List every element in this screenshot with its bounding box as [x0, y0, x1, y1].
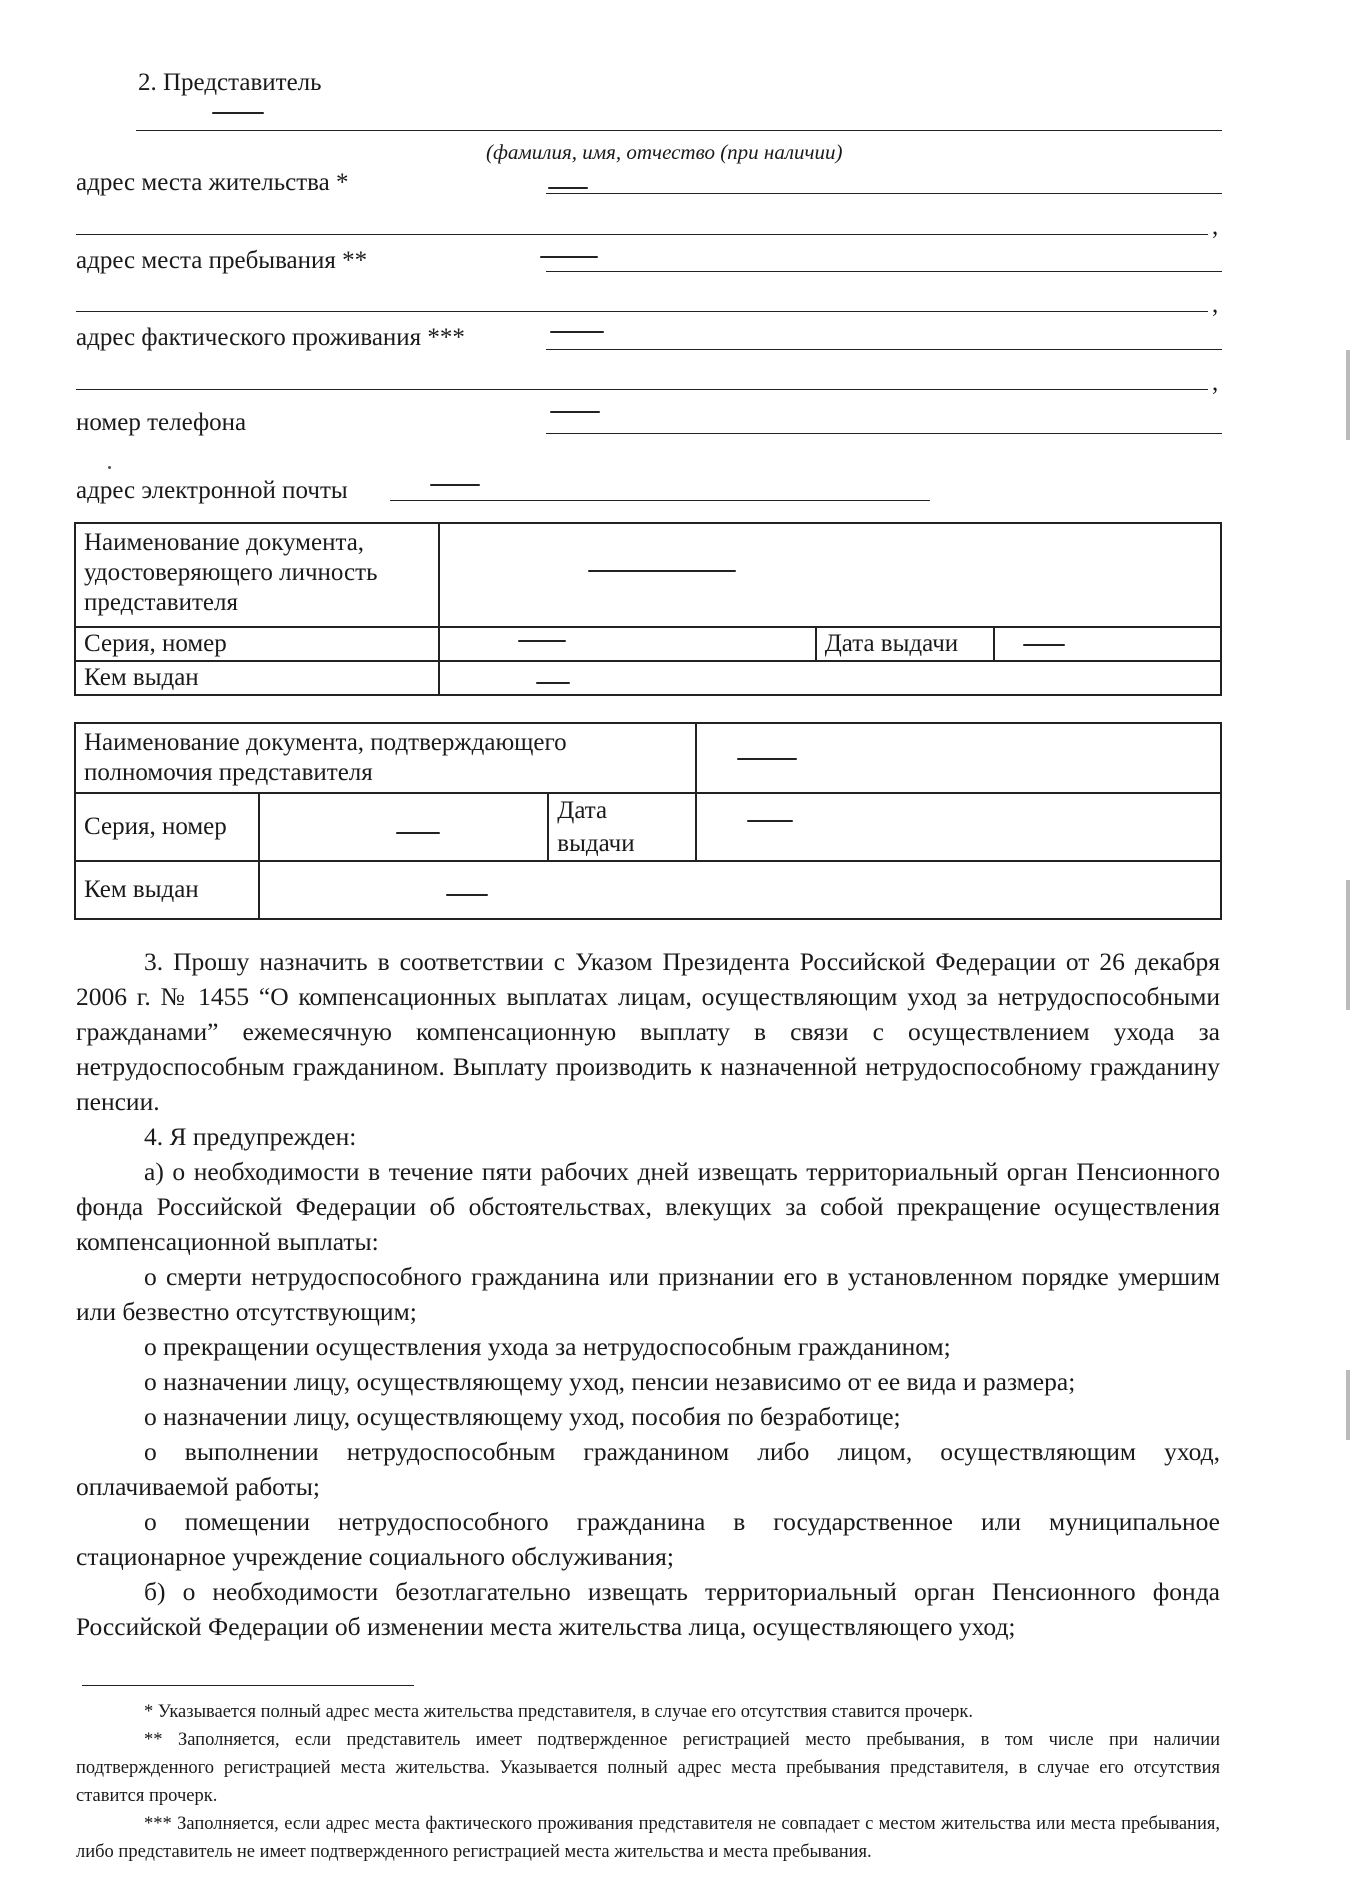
- handwritten-dash: [430, 484, 480, 486]
- handwritten-dash: [550, 331, 604, 333]
- id-series-label: Серия, номер: [75, 627, 439, 661]
- footnote-2: ** Заполняется, если представитель имеет подтвержденное регистрацией место пребывания, в том числе при наличии подтвержденного регистрацией места жительства. Указывается полный адрес места пребывания представителя, в случае его отсутствия ставится прочерк.: [76, 1730, 1220, 1806]
- auth-issue-date-label: Дата выдачи: [548, 793, 696, 861]
- handwritten-dash: [737, 758, 797, 760]
- scan-speck: [108, 466, 111, 469]
- id-doc-name-label: Наименование документа, удостоверяющего личность представителя: [75, 523, 439, 627]
- handwritten-dash: [396, 832, 440, 834]
- list-item: о помещении нетрудоспособного гражданина в государственное или муниципальное стационарное учреждение социального обслуживания;: [76, 1507, 1220, 1571]
- auth-series-label: Серия, номер: [75, 793, 259, 861]
- comma: ,: [1212, 213, 1219, 240]
- actual-address-line-2[interactable]: [76, 389, 1208, 390]
- actual-address-label: адрес фактического проживания ***: [76, 324, 465, 351]
- handwritten-dash: [536, 682, 570, 684]
- id-issued-by-value[interactable]: [439, 661, 1221, 695]
- auth-series-value[interactable]: [259, 793, 548, 861]
- id-issued-by-label: Кем выдан: [75, 661, 439, 695]
- actual-address-line[interactable]: [546, 349, 1222, 350]
- authority-document-table: [74, 722, 1222, 920]
- auth-doc-name-value[interactable]: [696, 723, 1221, 793]
- section-heading: 2. Представитель: [138, 69, 322, 96]
- stay-address-line[interactable]: [546, 271, 1222, 272]
- identity-document-table: [74, 522, 1222, 696]
- fio-line[interactable]: [136, 130, 1222, 131]
- email-line[interactable]: [390, 500, 930, 501]
- list-item: о назначении лицу, осуществляющему уход, пособия по безработице;: [144, 1402, 901, 1431]
- paragraph-4b: б) о необходимости безотлагательно извещать территориальный орган Пенсионного фонда Российской Федерации об изменении места жительства лица, осуществляющего уход;: [76, 1577, 1220, 1641]
- id-series-value[interactable]: [439, 627, 816, 661]
- id-issue-date-value[interactable]: [994, 627, 1222, 661]
- handwritten-dash: [548, 187, 588, 189]
- scan-edge-mark: [1346, 350, 1350, 440]
- paragraph-3: 3. Прошу назначить в соответствии с Указом Президента Российской Федерации от 26 декабря 2006 г. № 1455 “О компенсационных выплатах лицам, осуществляющим уход за нетрудоспособными гражданами” ежемесячную компенсационную выплату в связи с осуществлением ухода за нетрудоспособным гражданином. Выплату производить к назначенной нетрудоспособному гражданину пенсии.: [76, 947, 1220, 1116]
- fio-hint: (фамилия, имя, отчество (при наличии): [486, 140, 843, 164]
- list-item: о выполнении нетрудоспособным гражданином либо лицом, осуществляющим уход, оплачиваемой работы;: [76, 1437, 1220, 1501]
- auth-issued-by-label: Кем выдан: [75, 861, 259, 919]
- handwritten-dash: [446, 894, 488, 896]
- residence-address-line[interactable]: [546, 193, 1222, 194]
- handwritten-dash: [550, 411, 600, 413]
- stay-address-line-2[interactable]: [76, 311, 1208, 312]
- handwritten-dash: [212, 112, 264, 114]
- list-item: о прекращении осуществления ухода за нетрудоспособным гражданином;: [144, 1332, 951, 1361]
- comma: ,: [1212, 369, 1219, 396]
- residence-address-line-2[interactable]: [76, 234, 1208, 235]
- scan-edge-mark: [1346, 1370, 1350, 1440]
- paragraph-4: 4. Я предупрежден:: [144, 1122, 357, 1151]
- phone-label: номер телефона: [76, 409, 247, 436]
- stay-address-label: адрес места пребывания **: [76, 247, 368, 274]
- footnote-3: *** Заполняется, если адрес места фактического проживания представителя не совпадает с местом жительства или места пребывания, либо представитель не имеет подтвержденного регистрацией места жительства и места пребывания.: [76, 1814, 1220, 1862]
- phone-line[interactable]: [546, 433, 1222, 434]
- handwritten-dash: [1023, 644, 1065, 646]
- auth-doc-name-label: Наименование документа, подтверждающего полномочия представителя: [75, 723, 696, 793]
- footnote-1: * Указывается полный адрес места жительства представителя, в случае его отсутствия ставится прочерк.: [144, 1702, 973, 1722]
- handwritten-dash: [588, 570, 736, 572]
- email-label: адрес электронной почты: [76, 477, 348, 504]
- list-item: о смерти нетрудоспособного гражданина или признании его в установленном порядке умершим или безвестно отсутствующим;: [76, 1262, 1220, 1326]
- scan-edge-mark: [1346, 880, 1350, 1010]
- handwritten-dash: [747, 820, 793, 822]
- id-doc-name-value[interactable]: [439, 523, 1221, 627]
- paragraph-4a: а) о необходимости в течение пяти рабочих дней извещать территориальный орган Пенсионного фонда Российской Федерации об обстоятельствах, влекущих за собой прекращение осуществления компенсационной выплаты:: [76, 1157, 1220, 1256]
- footnote-separator: [82, 1685, 414, 1686]
- handwritten-dash: [540, 256, 598, 258]
- comma: ,: [1212, 291, 1219, 318]
- handwritten-dash: [518, 640, 566, 642]
- id-issue-date-label: Дата выдачи: [816, 627, 994, 661]
- auth-issued-by-value[interactable]: [259, 861, 1221, 919]
- list-item: о назначении лицу, осуществляющему уход, пенсии независимо от ее вида и размера;: [144, 1367, 1076, 1396]
- auth-issue-date-value[interactable]: [696, 793, 1221, 861]
- residence-address-label: адрес места жительства *: [76, 169, 349, 196]
